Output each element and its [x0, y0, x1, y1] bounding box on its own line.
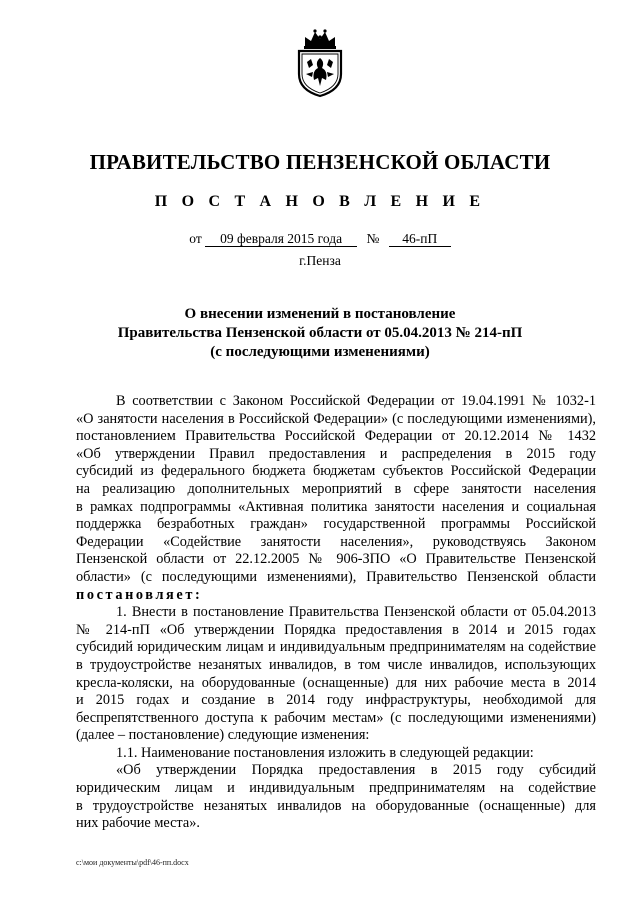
document-body: [76, 393, 596, 833]
government-title: ПРАВИТЕЛЬСТВО ПЕНЗЕНСКОЙ ОБЛАСТИ: [89, 150, 551, 174]
resolves-word: постановляет:: [76, 586, 203, 603]
body-line: и 2015 годах и создание в 2014 году инфраструктуры, необходимой для: [76, 692, 596, 709]
body-line: 1.1. Наименование постановления изложить в следующей редакции:: [116, 744, 534, 761]
body-line: субсидий из федерального бюджета бюджетам субъектов Российской Федерации: [76, 463, 596, 480]
coat-of-arms-emblem: [291, 28, 349, 98]
date-number-line: [0, 231, 640, 247]
body-line: в трудоустройстве незанятых инвалидов, в том числе инвалидов, использующих: [76, 656, 596, 673]
body-line: 1. Внести в постановление Правительства Пензенской области от 05.04.2013: [116, 604, 596, 621]
document-subject: [0, 305, 640, 362]
subject-line: (с последующими изменениями): [210, 344, 430, 360]
body-line: поддержка безработных граждан» государственной программы Российской: [76, 516, 596, 533]
document-number: 46-пП: [389, 232, 451, 247]
body-line: «Об утверждении Правил предоставления и распределения в 2015 году: [76, 445, 596, 462]
body-line: области» (с последующими изменениями), Правительство Пензенской области: [76, 568, 596, 585]
body-line: «Об утверждении Порядка предоставления в 2015 году субсидий: [116, 762, 596, 779]
body-line: № 214-пП «Об утверждении Порядка предоставления в 2014 и 2015 годах: [76, 621, 596, 638]
date-prefix: от: [189, 231, 202, 246]
body-line: кресла-коляски, на оборудованные (оснащенные) для них рабочие места в 2014: [76, 674, 596, 691]
body-line: субсидий юридическим лицам и индивидуальным предпринимателям на содействие: [76, 639, 596, 656]
body-line: в рамках подпрограммы «Активная политика занятости населения и социальная: [76, 498, 596, 515]
document-date: 09 февраля 2015 года: [205, 232, 357, 247]
number-prefix: №: [366, 231, 380, 246]
body-line: (далее – постановление) следующие изменения:: [76, 727, 370, 744]
body-line: на реализацию дополнительных мероприятий в сфере занятости населения: [76, 480, 596, 497]
body-line: них рабочие места».: [76, 815, 200, 832]
subject-line: Правительства Пензенской области от 05.04.2013 № 214-пП: [117, 325, 523, 341]
subject-line: О внесении изменений в постановление: [184, 306, 456, 322]
body-line: постановлением Правительства Российской Федерации от 20.12.2014 № 1432: [76, 428, 596, 445]
city-name: г.Пенза: [299, 253, 341, 268]
body-line: в трудоустройстве незанятых инвалидов на оборудованные (оснащенные) для: [76, 797, 596, 814]
body-line: юридическим лицам и индивидуальным предпринимателям на содействие: [76, 780, 596, 797]
body-line: «О занятости населения в Российской Федерации» (с последующими изменениями),: [76, 410, 596, 427]
document-type: П О С Т А Н О В Л Е Н И Е: [154, 193, 486, 210]
body-line: Федерации «Содействие занятости населения», руководствуясь Законом: [76, 533, 596, 550]
body-line: В соответствии с Законом Российской Федерации от 19.04.1991 № 1032-1: [116, 393, 596, 409]
file-path-footer: c:\мои документы\pdf\46-пп.docx: [76, 858, 189, 867]
body-line: Пензенской области от 22.12.2005 № 906-ЗПО «О Правительстве Пензенской: [76, 551, 596, 568]
body-line: беспрепятственного доступа к рабочим местам» (с последующими изменениями): [76, 709, 596, 726]
